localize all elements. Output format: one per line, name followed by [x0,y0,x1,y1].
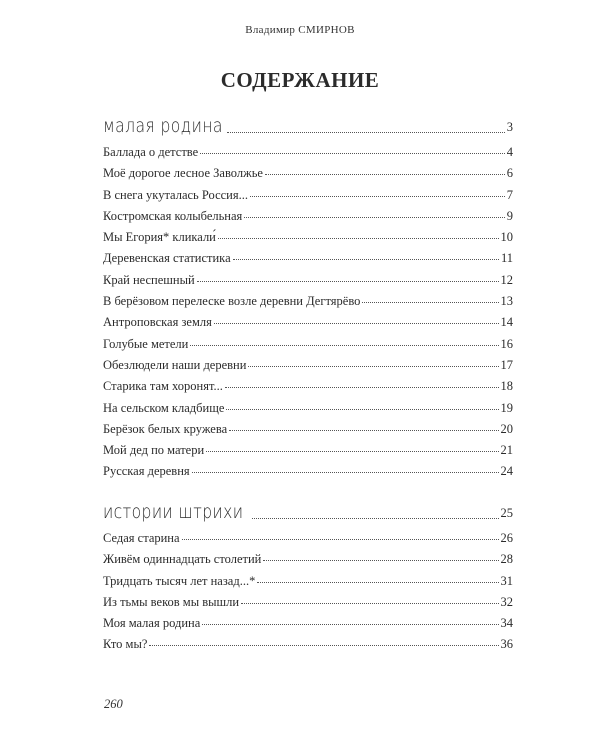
toc-entry[interactable] [103,443,513,464]
toc-entry[interactable] [103,166,513,187]
dot-leader [362,301,498,303]
toc-section-heading-page-number: 25 [500,506,513,520]
toc-section-heading[interactable] [103,107,513,137]
toc-section-1 [103,107,513,486]
dot-leader [244,216,504,218]
toc-entry-title: Моя малая родина [103,616,201,631]
toc-entry-title: Русская деревня [103,464,190,479]
toc-entry-title: Мы Егория* кликали́ [103,230,216,245]
toc-entry-page-number: 14 [500,315,513,330]
toc-entry-title: Моё дорогое лесное Заволжье [103,166,263,181]
toc-entry[interactable] [103,637,513,658]
toc-section-heading-page-number: 3 [506,120,513,134]
toc-entry-page-number: 31 [500,573,513,588]
toc-entry[interactable] [103,379,513,400]
toc-entry-page-number: 18 [500,379,513,394]
toc-entry-title: Седая старина [103,531,180,545]
toc-entry[interactable] [103,294,513,315]
dot-leader [200,152,505,154]
toc-entry-page-number: 9 [506,208,513,223]
toc-entry-page-number: 32 [500,594,513,609]
toc-entry-page-number: 36 [500,637,513,652]
dot-leader [192,471,499,473]
dot-leader [182,538,499,540]
dot-leader [214,322,499,324]
toc-entry[interactable] [103,145,513,166]
toc-entry-title: Берёзок белых кружева [103,421,228,436]
toc-entry-page-number: 16 [500,336,513,351]
dot-leader [197,280,499,282]
dot-leader [202,623,498,625]
toc-entry-title: Баллада о детстве [103,145,199,159]
toc-entry-title: Голубые метели [103,336,189,351]
toc-entry-title: Тридцать тысяч лет назад...* [103,573,256,588]
dot-leader [206,450,498,452]
toc-section-heading-title: истории штрихи [103,501,244,523]
dot-leader [190,344,498,346]
toc-entry[interactable] [103,574,513,595]
toc-entry[interactable] [103,315,513,336]
toc-entry[interactable] [103,251,513,272]
dot-leader [218,237,499,239]
toc-entry-title: В снега укуталась Россия... [103,187,248,202]
section-spacer [103,523,513,531]
toc-entry-page-number: 11 [500,251,513,266]
dot-leader [263,559,498,561]
toc-entry-title: Костромская колыбельная [103,208,243,223]
running-header: Владимир СМИРНОВ [245,24,355,36]
toc-entry-title: Из тьмы веков мы вышли [103,594,240,609]
toc-entry-page-number: 4 [506,145,513,159]
toc-entry-title: Деревенская статистика [103,251,231,266]
toc-entry-page-number: 12 [500,272,513,287]
dot-leader [149,644,498,646]
toc-entry-title: В берёзовом перелеске возле деревни Дегтярёво [103,294,361,309]
toc-entry[interactable] [103,401,513,422]
toc-entry-title: Обезлюдели наши деревни [103,357,247,372]
page-title: СОДЕРЖАНИЕ [220,68,380,92]
dot-leader [229,429,498,431]
toc-entry-page-number: 21 [500,443,513,458]
toc-entry-page-number: 10 [500,230,513,245]
toc-entry-page-number: 6 [506,166,513,181]
dot-leader [241,602,498,604]
toc-entry[interactable] [103,337,513,358]
toc-entry-page-number: 13 [500,294,513,309]
toc-entry[interactable] [103,188,513,209]
toc-entry[interactable] [103,209,513,230]
dot-leader [233,258,499,260]
toc-entry-page-number: 20 [500,421,513,436]
toc-section-heading[interactable] [103,493,513,523]
toc-entry-title: Мой дед по матери [103,443,205,458]
toc-entry[interactable] [103,230,513,251]
toc-entry[interactable] [103,531,513,552]
page-number: 260 [104,697,123,711]
toc-entry-page-number: 19 [500,400,513,415]
toc-section-2 [103,493,513,659]
toc-entry-page-number: 26 [500,531,513,545]
toc-entry-title: Кто мы? [103,637,148,652]
toc-entry-title: Живём одиннадцать столетий [103,552,262,567]
toc-entry[interactable] [103,552,513,573]
toc-section-heading-title: малая родина [103,115,223,137]
toc-entry[interactable] [103,595,513,616]
toc-entry-title: На сельском кладбище [103,400,225,415]
toc-entry[interactable] [103,273,513,294]
toc-entry-title: Край неспешный [103,272,195,287]
toc-entry[interactable] [103,358,513,379]
toc-entry-page-number: 28 [500,552,513,567]
section-spacer [103,137,513,145]
toc-entry-title: Старика там хоронят... [103,379,223,394]
dot-leader [257,581,498,583]
toc-entry-page-number: 7 [506,187,513,202]
dot-leader [226,408,498,410]
dot-leader [225,386,499,388]
dot-leader [252,517,498,519]
toc-entry[interactable] [103,464,513,485]
toc-entry-page-number: 34 [500,616,513,631]
toc-entry[interactable] [103,422,513,443]
toc-entry-title: Антроповская земля [103,315,212,330]
toc-entry-page-number: 24 [500,464,513,479]
dot-leader [250,195,505,197]
dot-leader [265,173,505,175]
dot-leader [227,131,505,133]
toc-entry-page-number: 17 [500,357,513,372]
dot-leader [248,365,498,367]
toc-entry[interactable] [103,616,513,637]
